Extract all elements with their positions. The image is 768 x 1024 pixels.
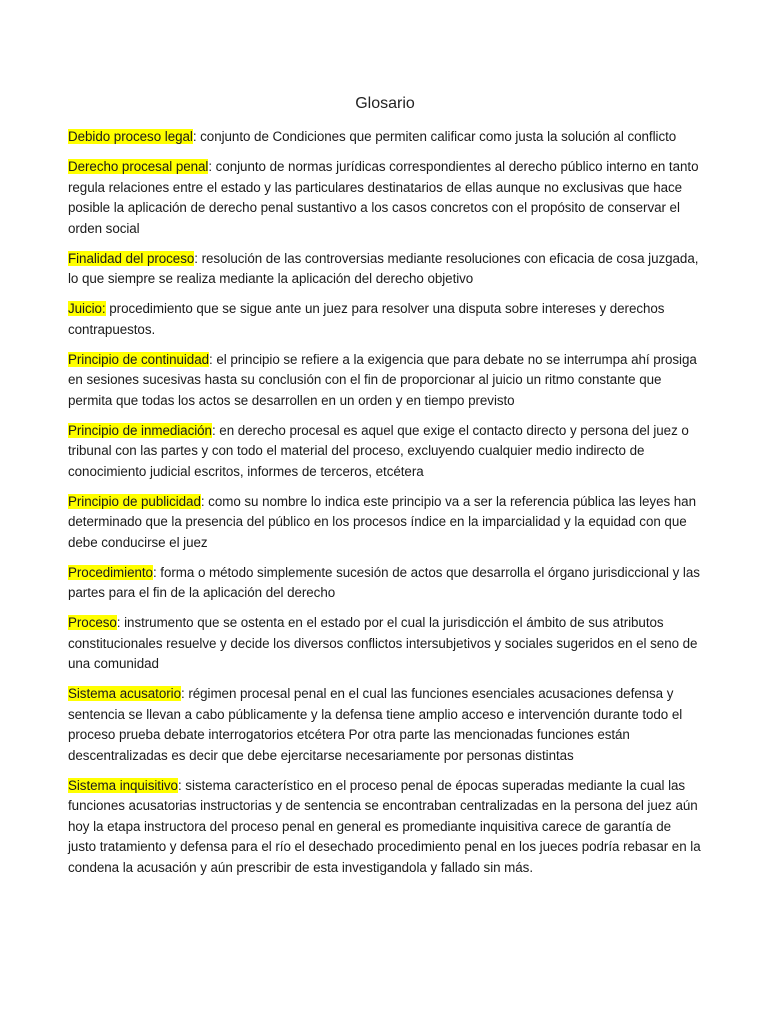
glossary-definition: forma o método simplemente sucesión de actos que desarrolla el órgano jurisdiccional y las partes para el fin de la aplicación del derecho [68, 564, 700, 600]
glossary-term: Principio de inmediación [68, 422, 212, 438]
glossary-definition: resolución de las controversias mediante resoluciones con eficacia de cosa juzgada, lo que siempre se realiza mediante la aplicación del derecho objetivo [68, 250, 699, 286]
glossary-entry-derecho-procesal-penal [68, 157, 702, 239]
glossary-term: Debido proceso legal [68, 129, 193, 144]
term-separator: : [208, 159, 213, 174]
glossary-term: Derecho procesal penal [68, 159, 209, 174]
glossary-entry-sistema-acusatorio [68, 684, 702, 766]
glossary-entry-debido-proceso-legal [68, 127, 702, 148]
glossary-definition: régimen procesal penal en el cual las funciones esenciales acusaciones defensa y sentencia se llevan a cabo públicamente y la defensa tiene amplio acceso e intervención durante todo el proceso prueba debate interrogatorios etcétera Por otra parte las mencionadas funciones están descentralizadas es decir que debe ejercitarse necesariamente por personas distintas [68, 686, 683, 763]
term-separator: : [211, 422, 216, 438]
glossary-definition: instrumento que se ostenta en el estado por el cual la jurisdicción el ámbito de sus atributos constitucionales resuelve y decide los diversos conflictos intersubjetivos y sociales sugeridos en el seno de una comunidad [68, 615, 698, 671]
glossary-term: Procedimiento [68, 564, 153, 580]
glossary-definition: en derecho procesal es aquel que exige el contacto directo y persona del juez o tribunal con las partes y con todo el material del proceso, excluyendo cualquier medio indirecto de conocimiento judicial escritos, informes de terceros, etcétera [68, 422, 689, 479]
glossary-term: Sistema inquisitivo [68, 777, 178, 793]
term-separator: : [200, 493, 205, 509]
glossary-entry-principio-de-inmediacion [68, 421, 702, 483]
glossary-term: Principio de continuidad [68, 351, 209, 367]
term-separator: : [116, 615, 121, 630]
glossary-definition: conjunto de Condiciones que permiten calificar como justa la solución al conflicto [196, 129, 677, 144]
glossary-entry-sistema-inquisitivo [68, 776, 702, 879]
glossary-entry-juicio [68, 299, 702, 340]
glossary-definition: sistema característico en el proceso penal de épocas superadas mediante la cual las funciones acusatorias instructorias y de sentencia se encontraban centralizadas en la persona del juez aún hoy la etapa instructora del proceso penal en general es promediante inquisitiva carece de garantía de justo tratamiento y defensa para el río el desechado procedimiento penal en los jueces podría rebasar en la condena la acusación y aún prescribir de esta investigandola y fallado sin más. [68, 777, 701, 875]
glossary-entry-proceso [68, 613, 702, 675]
term-separator: : [192, 129, 197, 144]
glossary-term: Principio de publicidad [68, 493, 201, 509]
term-separator: : [152, 564, 157, 580]
glossary-entry-principio-de-continuidad [68, 350, 702, 412]
glossary-entry-finalidad-del-proceso [68, 249, 702, 290]
glossary-term: Juicio: [68, 301, 106, 316]
term-separator: : [208, 351, 213, 367]
glossary-definition: conjunto de normas jurídicas correspondientes al derecho público interno en tanto regula relaciones entre el estado y las particulares destinatarios de ellas aunque no exclusivas que hace posible la aplicación de derecho penal sustantivo a los casos concretos con el propósito de conservar el orden social [68, 159, 699, 236]
term-separator: : [194, 250, 198, 266]
glossary-entry-procedimiento [68, 563, 702, 604]
term-separator: : [180, 686, 185, 701]
glossary-term: Proceso [68, 615, 117, 630]
glossary-definition: el principio se refiere a la exigencia que para debate no se interrumpa ahí prosiga en sesiones sucesivas hasta su conclusión con el fin de proporcionar al juicio un ritmo constante que permita que todas los actos se desarrollen en un orden y en tiempo previsto [68, 351, 697, 408]
glossary-definition: procedimiento que se sigue ante un juez para resolver una disputa sobre intereses y derechos contrapuestos. [68, 301, 665, 337]
document-page [68, 93, 702, 888]
glossary-definition: como su nombre lo indica este principio va a ser la referencia pública las leyes han determinado que la presencia del público en los procesos índice en la imparcialidad y la equidad con que debe conducirse el juez [68, 493, 696, 550]
glossary-term: Sistema acusatorio [68, 686, 181, 701]
term-separator: : [177, 777, 182, 793]
page-title: Glosario [355, 95, 415, 112]
glossary-term: Finalidad del proceso [68, 250, 195, 266]
glossary-entry-principio-de-publicidad [68, 492, 702, 554]
